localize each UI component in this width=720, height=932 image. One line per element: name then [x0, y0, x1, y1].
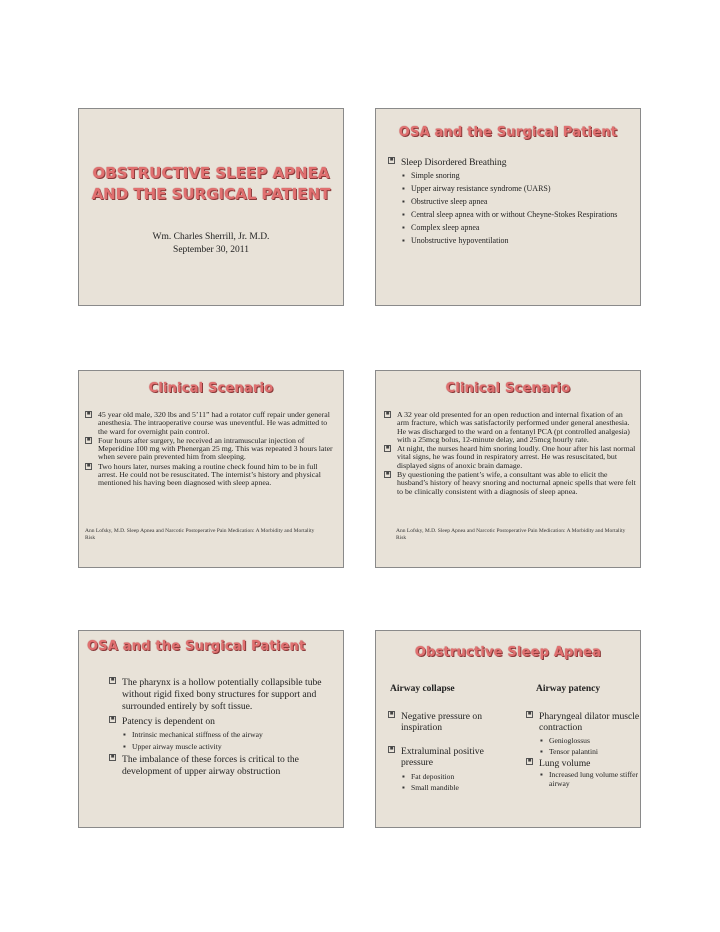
bullet-text: Pharyngeal dilator muscle contraction	[539, 711, 640, 734]
bullet-text: By questioning the patient’s wife, a consultant was able to elicit the husband’s history of heavy snoring and nocturnal apneic spells that were felt to be clinically consistent with a diagnosis of sleep apnea.	[397, 470, 636, 496]
bullet	[526, 758, 640, 769]
list-item	[123, 729, 339, 741]
bullet-text: Extraluminal positive pressure	[401, 745, 484, 769]
bullet-text: A 32 year old presented for an open reduction and internal fixation of an arm fracture, which was satisfactorily performed under general anesthesia. He was discharged to the ward on a fentanyl PCA (pt controlled analgesia) with a 25mcg bolus, 12-minute delay, and 25mcg hourly rate.	[397, 410, 630, 444]
presentation-title	[79, 163, 343, 205]
bullet-text: At night, the nurses heard him snoring loudly. One hour after his last normal vital signs, he was found in respiratory arrest. He was resuscitated, but displayed signs of anoxic brain damage.	[397, 444, 636, 470]
list-item-text: Upper airway muscle activity	[132, 741, 222, 751]
bullet	[384, 471, 636, 496]
list-item	[402, 184, 638, 194]
slide-2-osa-surgical	[375, 108, 641, 306]
list-item-text: Central sleep apnea with or without Cheyne-Stokes Respirations	[411, 210, 618, 219]
bullet-text: Lung volume	[539, 757, 591, 769]
bullet	[388, 746, 508, 769]
list-item-text: Complex sleep apnea	[411, 223, 480, 232]
list-item	[402, 197, 638, 207]
list-item	[402, 771, 508, 782]
list-item-text: Increased lung volume stiffer airway	[549, 770, 639, 789]
sub-list	[402, 171, 638, 246]
slide-3-clinical-scenario	[78, 370, 344, 568]
list-item-text: Small mandible	[411, 782, 459, 792]
bullet-list	[384, 411, 636, 496]
slide-4-clinical-scenario	[375, 370, 641, 568]
sub-list	[402, 771, 508, 793]
sub-list	[540, 770, 640, 788]
reference: Ann Lofsky, M.D. Sleep Apnea and Narcotic Postoperative Pain Medication: A Morbidity and Mortality Risk	[85, 528, 315, 541]
list-item-text: Fat deposition	[411, 771, 455, 781]
slide-title: Obstructive Sleep Apnea	[414, 645, 602, 660]
sub-list	[123, 729, 339, 753]
bullet	[109, 754, 339, 778]
list-item-text: Unobstructive hypoventilation	[411, 236, 509, 245]
bullet-text: The pharynx is a hollow potentially collapsible tube without rigid fixed bony structures for support and surrounded entirely by soft tissue.	[122, 677, 322, 713]
reference: Ann Lofsky, M.D. Sleep Apnea and Narcotic Postoperative Pain Medication: A Morbidity and Mortality Risk	[396, 528, 626, 541]
bullet	[85, 437, 337, 462]
list-item-text: Obstructive sleep apnea	[411, 197, 488, 206]
slide-title: OSA and the Surgical Patient	[87, 639, 306, 654]
bullet-text: Patency is dependent on	[122, 715, 215, 727]
list-item-text: Intrinsic mechanical stiffness of the airway	[132, 729, 263, 739]
bullet	[388, 711, 508, 734]
list-item	[402, 210, 638, 220]
bullet	[85, 411, 337, 436]
list-item	[402, 171, 638, 181]
title-line-2: AND THE SURGICAL PATIENT	[91, 185, 331, 203]
right-column	[526, 711, 640, 788]
author-block	[79, 231, 343, 257]
list-item-text: Genioglossus	[549, 735, 590, 745]
bullet	[109, 677, 339, 714]
bullet	[526, 711, 640, 734]
slide-6-obstructive-sleep-apnea	[375, 630, 641, 828]
column-header-left: Airway collapse	[390, 684, 455, 694]
list-item	[540, 770, 640, 788]
bullet-text: Two hours later, nurses making a routine check found him to be in full arrest. He could not be resuscitated. The internist’s history and physical mentioned his having been diagnosed with sleep apnea.	[98, 461, 321, 488]
list-item	[540, 746, 640, 757]
bullet	[384, 445, 636, 470]
bullet	[384, 411, 636, 444]
list-item	[402, 236, 638, 246]
bullet-list	[85, 411, 337, 488]
bullet-text: Sleep Disordered Breathing	[401, 158, 507, 168]
column-header-right: Airway patency	[536, 684, 601, 694]
presentation-date: September 30, 2011	[173, 245, 249, 255]
bullet-text: Four hours after surgery, he received an intramuscular injection of Meperidine 100 mg with Phenergan 25 mg. This was repeated 3 hours later when severe pain prevented him from sleeping.	[98, 435, 333, 462]
list-item-text: Tensor palantini	[549, 746, 599, 756]
bullet-text: Negative pressure on inspiration	[401, 711, 482, 734]
slide-title: Clinical Scenario	[445, 381, 571, 396]
list-item	[123, 741, 339, 753]
sub-list	[540, 735, 640, 757]
slide-1-title	[78, 108, 344, 306]
bullet	[388, 157, 638, 169]
list-item	[540, 735, 640, 746]
bullet-text: The imbalance of these forces is critical to the development of upper airway obstruction	[122, 753, 299, 778]
bullet	[85, 463, 337, 488]
bullet-text: 45 year old male, 320 lbs and 5’11” had a rotator cuff repair under general anesthesia. The intraoperative course was uneventful. He was admitted to the ward for overnight pain control.	[98, 410, 330, 436]
title-line-1: OBSTRUCTIVE SLEEP APNEA	[92, 164, 330, 182]
slide-5-osa-surgical	[78, 630, 344, 828]
list-item	[402, 782, 508, 793]
list-item-text: Simple snoring	[411, 171, 460, 180]
left-column	[388, 711, 508, 793]
bullet	[109, 716, 339, 728]
list-item	[402, 223, 638, 233]
slide-title: OSA and the Surgical Patient	[398, 125, 618, 140]
author-name: Wm. Charles Sherrill, Jr. M.D.	[152, 232, 270, 242]
slide-title: Clinical Scenario	[148, 381, 274, 396]
list-item-text: Upper airway resistance syndrome (UARS)	[411, 184, 551, 193]
